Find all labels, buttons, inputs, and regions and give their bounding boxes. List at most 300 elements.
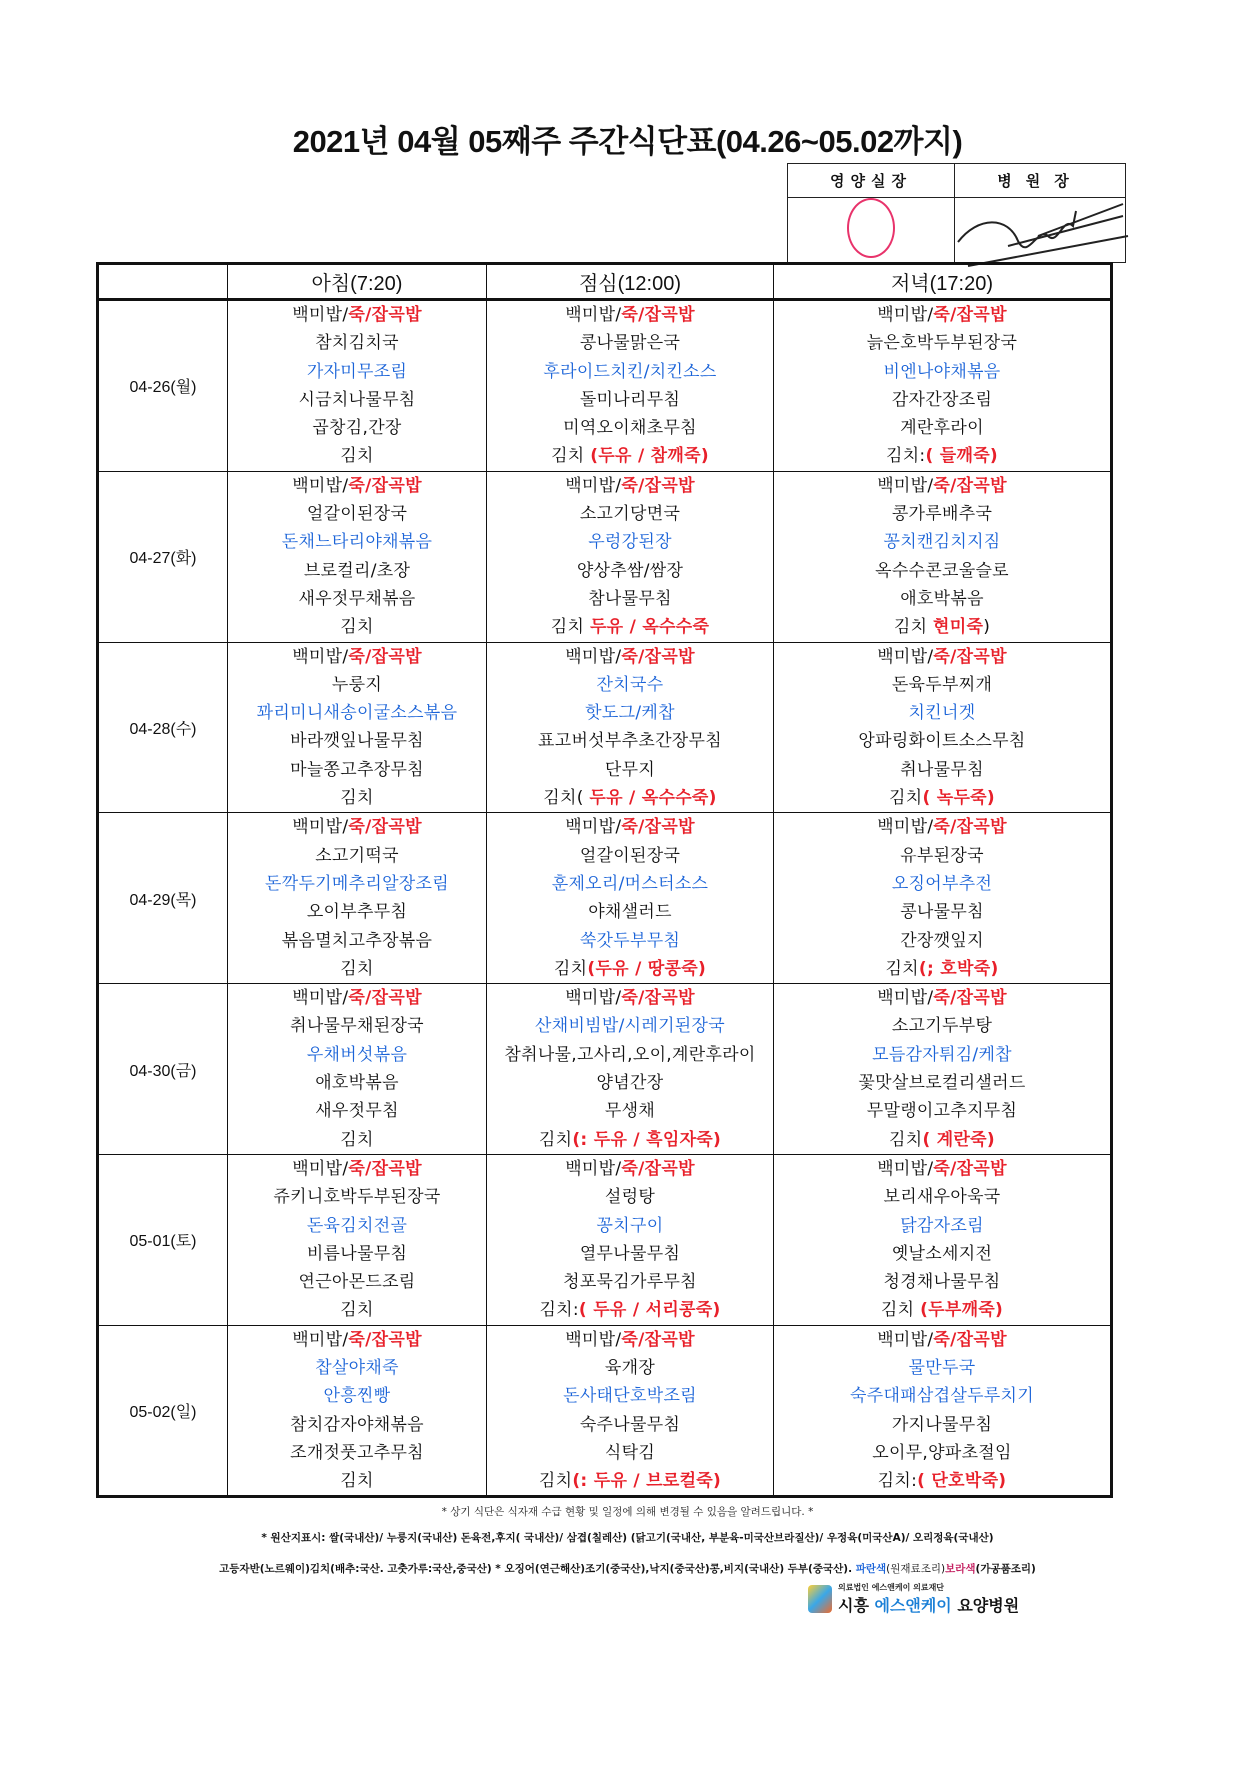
menu-item bbox=[774, 1382, 1110, 1410]
menu-item bbox=[487, 927, 773, 955]
menu-item-text: 새우젓무채볶음 bbox=[298, 588, 416, 609]
menu-item bbox=[487, 1326, 773, 1354]
menu-item-text: 소고기당면국 bbox=[579, 504, 681, 525]
menu-item bbox=[774, 1097, 1110, 1125]
main-dish-text: 오징어부추전 bbox=[891, 873, 993, 894]
menu-item-text: 양념간장 bbox=[596, 1073, 664, 1094]
origin-line-2-text: 고등자반(노르웨이)김치(배추:국산. 고춧가루:국산,중국산) * 오징어(연근해산)조기(중국산),낙지(중국산)콩,비지(국내산) 두부(중국산). bbox=[219, 1563, 856, 1575]
menu-item-text: 청경채나물무침 bbox=[883, 1272, 1001, 1293]
day-date: 04-26(월) bbox=[98, 300, 228, 472]
menu-item bbox=[228, 329, 486, 357]
porridge-option: 죽/잡곡밥 bbox=[933, 988, 1007, 1009]
menu-item bbox=[228, 301, 486, 329]
menu-item bbox=[487, 643, 773, 671]
menu-item-text: 계란후라이 bbox=[900, 418, 984, 439]
menu-item-text: 김치 bbox=[340, 1471, 374, 1492]
menu-item bbox=[774, 1467, 1110, 1495]
hospital-logo-icon bbox=[808, 1585, 832, 1613]
day-date: 04-29(목) bbox=[98, 813, 228, 984]
menu-item bbox=[228, 414, 486, 442]
legend-purple-note: (가공품조리) bbox=[975, 1563, 1036, 1575]
menu-item bbox=[487, 1411, 773, 1439]
menu-item bbox=[774, 358, 1110, 386]
menu-item-text: 육개장 bbox=[604, 1357, 656, 1378]
main-dish-text: 물만두국 bbox=[908, 1357, 976, 1378]
menu-item-text: 쥬키니호박두부된장국 bbox=[273, 1187, 441, 1208]
menu-item-text: 유부된장국 bbox=[900, 845, 984, 866]
menu-item-text: 누룽지 bbox=[331, 674, 383, 695]
porridge-option: 현미죽 bbox=[933, 617, 984, 638]
menu-item-text: 단무지 bbox=[604, 759, 656, 780]
lunch-cell bbox=[487, 984, 774, 1155]
menu-item-text: 백미밥/ bbox=[292, 305, 349, 325]
breakfast-cell bbox=[228, 984, 487, 1155]
menu-item bbox=[228, 927, 486, 955]
porridge-option: 죽/잡곡밥 bbox=[933, 646, 1007, 667]
menu-item-text: 김치 bbox=[889, 1129, 923, 1150]
day-date: 05-01(토) bbox=[98, 1154, 228, 1325]
menu-item-text: 김치 bbox=[885, 958, 919, 979]
porridge-option: (두유 / 참깨죽) bbox=[590, 446, 709, 467]
porridge-option: 죽/잡곡밥 bbox=[348, 475, 422, 496]
menu-item bbox=[228, 472, 486, 500]
menu-item bbox=[774, 955, 1110, 983]
menu-item bbox=[487, 1126, 773, 1154]
menu-item bbox=[774, 1012, 1110, 1040]
hospital-logo bbox=[808, 1582, 1019, 1616]
dinner-cell bbox=[774, 471, 1112, 642]
menu-item-text: 백미밥/ bbox=[877, 817, 934, 838]
menu-item-text: 백미밥/ bbox=[292, 646, 349, 667]
lunch-cell bbox=[487, 813, 774, 984]
menu-item bbox=[487, 842, 773, 870]
logo-name bbox=[838, 1593, 1019, 1616]
menu-item-text: 김치 bbox=[538, 1129, 573, 1150]
menu-item bbox=[487, 1069, 773, 1097]
menu-item bbox=[774, 1439, 1110, 1467]
menu-item-text: 시금치나물무침 bbox=[298, 389, 416, 410]
menu-item bbox=[228, 613, 486, 641]
menu-item-text: 백미밥/ bbox=[292, 1329, 349, 1350]
menu-item bbox=[228, 1354, 486, 1382]
menu-item bbox=[228, 1268, 486, 1296]
menu-item-text: 백미밥/ bbox=[565, 1329, 622, 1350]
approval-header-nutrition-chief: 영양실장 bbox=[788, 164, 955, 198]
menu-item bbox=[487, 442, 773, 470]
logo-name-suffix: 요양병원 bbox=[951, 1596, 1020, 1615]
main-dish-text: 가자미무조림 bbox=[306, 361, 408, 382]
menu-item bbox=[774, 442, 1110, 470]
menu-item bbox=[774, 386, 1110, 414]
menu-item-text: 백미밥/ bbox=[877, 305, 934, 325]
menu-item bbox=[228, 671, 486, 699]
porridge-option: 죽/잡곡밥 bbox=[933, 1329, 1007, 1350]
menu-item-text: 백미밥/ bbox=[292, 1158, 349, 1179]
main-dish-text: 치킨너겟 bbox=[908, 703, 976, 724]
menu-item bbox=[228, 1183, 486, 1211]
menu-item bbox=[487, 870, 773, 898]
porridge-option: 죽/잡곡밥 bbox=[621, 475, 695, 496]
menu-item bbox=[774, 585, 1110, 613]
menu-day-row bbox=[98, 1325, 1112, 1497]
menu-item bbox=[774, 329, 1110, 357]
menu-item bbox=[774, 1069, 1110, 1097]
approval-stamp-cell bbox=[788, 198, 955, 263]
menu-item-text: 미역오이채초무침 bbox=[563, 418, 697, 439]
menu-item bbox=[774, 984, 1110, 1012]
menu-item bbox=[487, 1296, 773, 1324]
dinner-cell bbox=[774, 300, 1112, 472]
dinner-cell bbox=[774, 1154, 1112, 1325]
menu-item bbox=[487, 1012, 773, 1040]
breakfast-cell bbox=[228, 471, 487, 642]
lunch-cell bbox=[487, 1154, 774, 1325]
porridge-option: 죽/잡곡밥 bbox=[933, 305, 1007, 325]
porridge-option: 죽/잡곡밥 bbox=[621, 817, 695, 838]
menu-item bbox=[228, 557, 486, 585]
menu-item bbox=[774, 1326, 1110, 1354]
menu-item-text: 김치 bbox=[340, 788, 374, 809]
menu-item-text: 돈육두부찌개 bbox=[891, 674, 993, 695]
menu-item-text: 김치 bbox=[340, 958, 374, 979]
menu-item-text: 감자간장조림 bbox=[891, 389, 993, 410]
menu-day-row bbox=[98, 471, 1112, 642]
menu-item-text: 볶음멸치고추장볶음 bbox=[281, 930, 433, 951]
approval-box bbox=[787, 163, 1126, 263]
lunch-cell bbox=[487, 1325, 774, 1497]
menu-item bbox=[774, 472, 1110, 500]
origin-label-line-2 bbox=[0, 1561, 1255, 1576]
breakfast-cell bbox=[228, 813, 487, 984]
menu-item bbox=[228, 643, 486, 671]
porridge-option: (: 두유 / 흑임자죽) bbox=[572, 1129, 722, 1150]
menu-item-text: 참치감자야채볶음 bbox=[290, 1414, 424, 1435]
porridge-option: (: 두유 / 브로컬죽) bbox=[572, 1471, 722, 1492]
menu-item bbox=[774, 1240, 1110, 1268]
main-dish-text: 꽁치구이 bbox=[596, 1215, 664, 1236]
menu-day-row bbox=[98, 642, 1112, 813]
seal-stamp-icon bbox=[847, 198, 895, 258]
menu-item bbox=[487, 1268, 773, 1296]
menu-item bbox=[487, 528, 773, 556]
main-dish-text: 돈사태단호박조림 bbox=[563, 1386, 697, 1407]
breakfast-cell bbox=[228, 300, 487, 472]
menu-item bbox=[487, 813, 773, 841]
menu-item bbox=[774, 813, 1110, 841]
porridge-option: 죽/잡곡밥 bbox=[348, 817, 422, 838]
legend-purple: 보라색 bbox=[945, 1563, 976, 1575]
menu-item bbox=[228, 585, 486, 613]
menu-item bbox=[228, 1439, 486, 1467]
menu-item-text: 오이무,양파초절임 bbox=[872, 1442, 1012, 1463]
porridge-option: 죽/잡곡밥 bbox=[621, 988, 695, 1009]
main-dish-text: 찹살야채죽 bbox=[315, 1357, 399, 1378]
legend-blue: 파란색 bbox=[855, 1563, 887, 1575]
main-dish-text: 돈육김치전골 bbox=[306, 1215, 408, 1236]
menu-item-text: 김치: bbox=[885, 446, 926, 467]
menu-item-text: 야채샐러드 bbox=[588, 902, 672, 923]
main-dish-text: 숙주대패삼겹살두루치기 bbox=[850, 1386, 1034, 1407]
porridge-option: ( 두유 / 서리콩죽) bbox=[578, 1300, 721, 1321]
porridge-option: 죽/잡곡밥 bbox=[621, 646, 695, 667]
porridge-option: 죽/잡곡밥 bbox=[348, 646, 422, 667]
menu-item bbox=[228, 358, 486, 386]
menu-item bbox=[487, 727, 773, 755]
menu-item-text: 김치( bbox=[543, 788, 590, 809]
menu-item bbox=[774, 756, 1110, 784]
menu-item bbox=[774, 414, 1110, 442]
menu-item bbox=[487, 756, 773, 784]
main-dish-text: 잔치국수 bbox=[596, 674, 664, 695]
menu-item bbox=[228, 1155, 486, 1183]
menu-item-text: 콩나물무침 bbox=[900, 902, 984, 923]
page-title: 2021년 04월 05째주 주간식단표(04.26~05.02까지) bbox=[292, 124, 963, 159]
porridge-option: 죽/잡곡밥 bbox=[933, 1158, 1007, 1179]
porridge-option: 죽/잡곡밥 bbox=[621, 1329, 695, 1350]
menu-item bbox=[228, 1411, 486, 1439]
menu-item bbox=[228, 1382, 486, 1410]
approval-header-director: 병원장 bbox=[955, 164, 1126, 198]
menu-item bbox=[228, 1212, 486, 1240]
menu-item-text: 바라깻잎나물무침 bbox=[290, 731, 424, 752]
menu-item bbox=[774, 1212, 1110, 1240]
menu-item bbox=[228, 1326, 486, 1354]
menu-item-text: 백미밥/ bbox=[877, 475, 934, 496]
porridge-option: 두유 / 옥수수죽) bbox=[589, 788, 717, 809]
menu-item bbox=[774, 1126, 1110, 1154]
menu-item bbox=[228, 386, 486, 414]
menu-item bbox=[487, 671, 773, 699]
origin-label-line-1: * 원산지표시: 쌀(국내산)/ 누룽지(국내산) 돈육전,후지( 국내산)/ 삼겹(칠레산) (닭고기(국내산, 부분육-미국산브라질산)/ 우정육(미국산A)/ 오리정육(국내산) bbox=[261, 1532, 994, 1544]
menu-item bbox=[774, 500, 1110, 528]
day-date: 05-02(일) bbox=[98, 1325, 228, 1497]
menu-item-text: 참취나물,고사리,오이,계란후라이 bbox=[504, 1044, 756, 1065]
menu-item-text: 김치 bbox=[538, 1471, 573, 1492]
menu-item bbox=[774, 1354, 1110, 1382]
menu-item bbox=[774, 557, 1110, 585]
menu-item-text: 애호박볶음 bbox=[315, 1073, 399, 1094]
menu-item bbox=[774, 528, 1110, 556]
menu-item bbox=[774, 1296, 1110, 1324]
porridge-option: 죽/잡곡밥 bbox=[348, 305, 422, 325]
menu-item-text: 김치 bbox=[340, 446, 374, 467]
menu-item-text: 얼갈이된장국 bbox=[306, 504, 408, 525]
menu-item bbox=[487, 414, 773, 442]
menu-item bbox=[487, 699, 773, 727]
porridge-option: ( 단호박죽) bbox=[917, 1471, 1007, 1492]
menu-item-text: 마늘쫑고추장무침 bbox=[290, 759, 424, 780]
logo-name-accent: 에스앤케이 bbox=[874, 1596, 952, 1615]
porridge-option: (두유 / 땅콩죽) bbox=[587, 958, 707, 979]
porridge-option: 죽/잡곡밥 bbox=[348, 1158, 422, 1179]
menu-item-text: 김치: bbox=[877, 1471, 918, 1492]
main-dish-text: 우채버섯볶음 bbox=[306, 1044, 408, 1065]
main-dish-text: 꽈리미니새송이굴소스볶음 bbox=[256, 703, 458, 724]
menu-item-text: 백미밥/ bbox=[877, 1329, 934, 1350]
menu-item-text: 간장깻잎지 bbox=[900, 930, 984, 951]
main-dish-text: 돈채느타리야채볶음 bbox=[281, 532, 433, 553]
menu-item bbox=[487, 613, 773, 641]
menu-item bbox=[487, 1240, 773, 1268]
logo-name-prefix: 시흥 bbox=[838, 1596, 875, 1615]
menu-item-text: ) bbox=[983, 617, 991, 638]
dinner-cell bbox=[774, 813, 1112, 984]
menu-item bbox=[487, 386, 773, 414]
menu-item bbox=[774, 927, 1110, 955]
menu-item-text: 참치김치국 bbox=[315, 333, 399, 354]
menu-item bbox=[774, 727, 1110, 755]
porridge-option: 죽/잡곡밥 bbox=[348, 988, 422, 1009]
header-dinner: 저녁(17:20) bbox=[774, 264, 1112, 300]
menu-item bbox=[487, 784, 773, 812]
menu-item bbox=[228, 442, 486, 470]
menu-item-text: 김치: bbox=[539, 1300, 579, 1321]
menu-day-row bbox=[98, 300, 1112, 472]
menu-item-text: 보리새우아욱국 bbox=[883, 1187, 1001, 1208]
menu-item bbox=[774, 671, 1110, 699]
menu-item-text: 앙파링화이트소스무침 bbox=[858, 731, 1026, 752]
approval-signature-cell bbox=[955, 198, 1126, 263]
menu-item-text: 꽃맛살브로컬리샐러드 bbox=[858, 1073, 1026, 1094]
menu-item-text: 백미밥/ bbox=[292, 988, 349, 1009]
porridge-option: (두부깨죽) bbox=[920, 1300, 1004, 1321]
menu-item bbox=[774, 613, 1110, 641]
menu-item bbox=[228, 1240, 486, 1268]
menu-item bbox=[228, 528, 486, 556]
menu-item bbox=[774, 643, 1110, 671]
main-dish-text: 꽁치캔김치지짐 bbox=[883, 532, 1001, 553]
main-dish-text: 돈깍두기메추리알장조림 bbox=[265, 873, 449, 894]
menu-item bbox=[228, 984, 486, 1012]
menu-item-text: 얼갈이된장국 bbox=[579, 845, 681, 866]
menu-item bbox=[487, 585, 773, 613]
menu-item bbox=[487, 1041, 773, 1069]
menu-item bbox=[774, 1411, 1110, 1439]
menu-item bbox=[774, 842, 1110, 870]
menu-item bbox=[228, 500, 486, 528]
porridge-option: 죽/잡곡밥 bbox=[348, 1329, 422, 1350]
menu-item bbox=[774, 1041, 1110, 1069]
lunch-cell bbox=[487, 642, 774, 813]
menu-item-text: 숙주나물무침 bbox=[579, 1414, 681, 1435]
menu-item bbox=[228, 842, 486, 870]
menu-item-text: 오이부추무침 bbox=[306, 902, 408, 923]
menu-item-text: 백미밥/ bbox=[877, 988, 934, 1009]
menu-item-text: 브로컬리/초장 bbox=[303, 560, 411, 581]
menu-item-text: 백미밥/ bbox=[565, 817, 622, 838]
header-lunch: 점심(12:00) bbox=[487, 264, 774, 300]
menu-item bbox=[487, 1467, 773, 1495]
porridge-option: ( 계란죽) bbox=[922, 1129, 995, 1150]
menu-item-text: 취나물무채된장국 bbox=[290, 1016, 424, 1037]
menu-item-text: 표고버섯부추초간장무침 bbox=[538, 731, 722, 752]
menu-item-text: 비름나물무침 bbox=[306, 1243, 408, 1264]
menu-item bbox=[228, 1126, 486, 1154]
menu-item bbox=[487, 500, 773, 528]
main-dish-text: 쑥갓두부무침 bbox=[579, 930, 681, 951]
menu-item-text: 취나물무침 bbox=[900, 759, 984, 780]
main-dish-text: 비엔나야채볶음 bbox=[883, 361, 1001, 382]
main-dish-text: 후라이드치킨/치킨소스 bbox=[543, 361, 717, 382]
porridge-option: 두유 / 옥수수죽 bbox=[589, 617, 710, 638]
menu-item-text: 김치 bbox=[340, 1129, 374, 1150]
porridge-option: ( 녹두죽) bbox=[922, 788, 995, 809]
menu-item bbox=[487, 984, 773, 1012]
menu-item bbox=[228, 699, 486, 727]
menu-item-text: 양상추쌈/쌈장 bbox=[576, 560, 684, 581]
menu-item bbox=[487, 472, 773, 500]
porridge-option: ( 들깨죽) bbox=[925, 446, 998, 467]
main-dish-text: 우렁강된장 bbox=[588, 532, 672, 553]
porridge-option: 죽/잡곡밥 bbox=[933, 817, 1007, 838]
menu-item-text: 무생채 bbox=[604, 1101, 656, 1122]
menu-item bbox=[774, 1183, 1110, 1211]
menu-item-text: 설렁탕 bbox=[604, 1187, 656, 1208]
menu-item-text: 소고기떡국 bbox=[315, 845, 399, 866]
menu-item bbox=[487, 1212, 773, 1240]
menu-item-text: 가지나물무침 bbox=[891, 1414, 993, 1435]
menu-item bbox=[228, 756, 486, 784]
porridge-option: 죽/잡곡밥 bbox=[621, 305, 695, 325]
menu-item bbox=[228, 1069, 486, 1097]
menu-item-text: 참나물무침 bbox=[588, 588, 672, 609]
menu-item-text: 백미밥/ bbox=[565, 988, 622, 1009]
dinner-cell bbox=[774, 642, 1112, 813]
menu-item bbox=[774, 699, 1110, 727]
menu-item bbox=[487, 898, 773, 926]
breakfast-cell bbox=[228, 1325, 487, 1497]
menu-item-text: 식탁김 bbox=[604, 1442, 656, 1463]
menu-item-text: 백미밥/ bbox=[565, 305, 622, 325]
breakfast-cell bbox=[228, 1154, 487, 1325]
menu-item bbox=[228, 813, 486, 841]
menu-item bbox=[774, 898, 1110, 926]
main-dish-text: 닭감자조림 bbox=[900, 1215, 984, 1236]
menu-item-text: 옛날소세지전 bbox=[891, 1243, 993, 1264]
menu-item-text: 소고기두부탕 bbox=[891, 1016, 993, 1037]
weekly-menu-table bbox=[96, 262, 1113, 1498]
lunch-cell bbox=[487, 300, 774, 472]
porridge-option: (; 호박죽) bbox=[918, 958, 999, 979]
menu-item bbox=[228, 1097, 486, 1125]
menu-item-text: 곱창김,간장 bbox=[312, 418, 402, 439]
header-breakfast: 아침(7:20) bbox=[228, 264, 487, 300]
menu-item bbox=[487, 1155, 773, 1183]
menu-day-row bbox=[98, 1154, 1112, 1325]
day-date: 04-30(금) bbox=[98, 984, 228, 1155]
menu-item bbox=[487, 557, 773, 585]
menu-item bbox=[774, 784, 1110, 812]
menu-item-text: 백미밥/ bbox=[292, 817, 349, 838]
menu-item-text: 콩나물맑은국 bbox=[579, 333, 681, 354]
menu-item-text: 열무나물무침 bbox=[579, 1243, 681, 1264]
menu-item-text: 김치 bbox=[340, 1300, 374, 1321]
menu-item bbox=[228, 1296, 486, 1324]
lunch-cell bbox=[487, 471, 774, 642]
menu-item-text: 백미밥/ bbox=[877, 1158, 934, 1179]
porridge-option: 죽/잡곡밥 bbox=[933, 475, 1007, 496]
legend-blue-note: (원재료조리) bbox=[886, 1563, 946, 1575]
main-dish-text: 안흥찐빵 bbox=[323, 1386, 391, 1407]
menu-item bbox=[774, 1268, 1110, 1296]
breakfast-cell bbox=[228, 642, 487, 813]
menu-day-row bbox=[98, 984, 1112, 1155]
menu-item-text: 백미밥/ bbox=[877, 646, 934, 667]
day-date: 04-28(수) bbox=[98, 642, 228, 813]
menu-item-text: 청포묵김가루무침 bbox=[563, 1272, 697, 1293]
dinner-cell bbox=[774, 1325, 1112, 1497]
menu-item bbox=[487, 1354, 773, 1382]
